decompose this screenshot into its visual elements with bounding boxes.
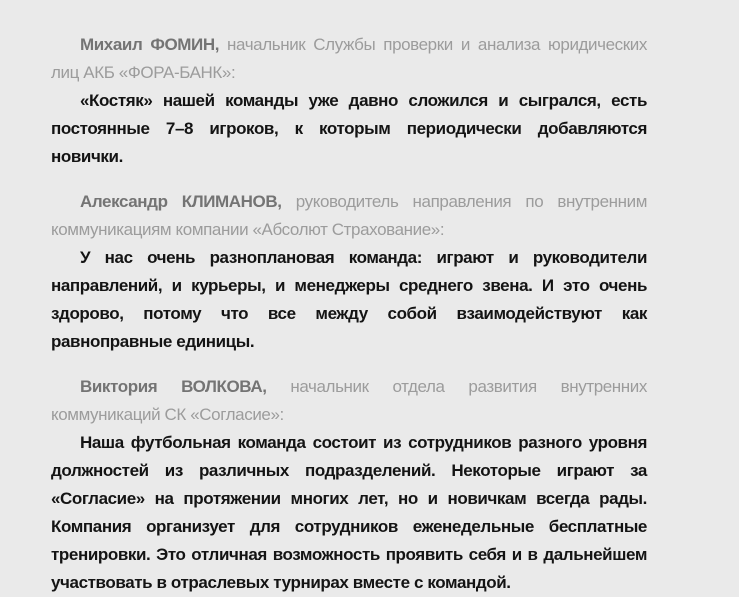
quote-text: «Костяк» нашей команды уже давно сложился и сыгрался, есть постоянные 7–8 игроков, к которым периодически добавляются новички. [51, 91, 647, 166]
speaker-name: Михаил ФОМИН, [80, 35, 220, 54]
speaker-role: руководитель направления по внутренним коммуникациям компании «Абсолют Страхование»: [51, 192, 647, 239]
speaker-name: Виктория ВОЛКОВА, [80, 377, 267, 396]
quote-attribution [51, 188, 647, 244]
quote-block [51, 31, 647, 171]
quote-attribution [51, 373, 647, 429]
speaker-name: Александр КЛИМАНОВ, [80, 192, 282, 211]
quote-text: Наша футбольная команда состоит из сотрудников разного уровня должностей из различных подразделений. Некоторые играют за «Согласие» на протяжении многих лет, но и новичкам всегда рады. Компания организует для сотрудников еженедельные бесплатные тренировки. Это отличная возможность проявить себя и в дальнейшем участвовать в отраслевых турнирах вместе с командой. [51, 433, 647, 592]
quote-block [51, 188, 647, 356]
quote-text: У нас очень разноплановая команда: играют и руководители направлений, и курьеры, и менеджеры среднего звена. И это очень здорово, потому что все между собой взаимодействуют как равноправные единицы. [51, 248, 647, 351]
quote-attribution [51, 31, 647, 87]
speaker-role: начальник отдела развития внутренних коммуникаций СК «Согласие»: [51, 377, 647, 424]
quote-block [51, 373, 647, 597]
speaker-role: начальник Службы проверки и анализа юридических лиц АКБ «ФОРА-БАНК»: [51, 35, 648, 82]
